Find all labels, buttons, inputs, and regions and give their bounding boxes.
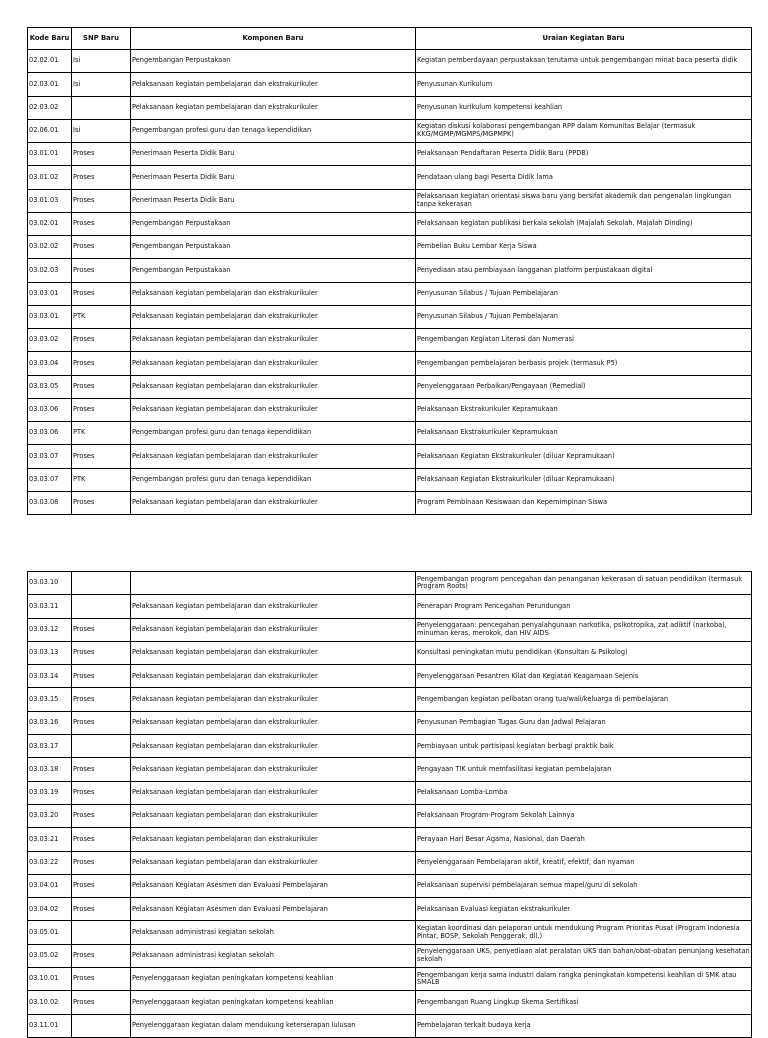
- cell-kode: 03.03.17: [28, 735, 72, 758]
- cell-komponen: Pelaksanaan kegiatan pembelajaran dan ekstrakurikuler: [131, 73, 416, 96]
- cell-snp: Proses: [72, 944, 131, 967]
- cell-snp: [72, 921, 131, 944]
- cell-komponen: Pengembangan Perpustakaan: [131, 212, 416, 235]
- cell-uraian: Penyelenggaraan Pembelajaran aktif, kreatif, efektif, dan nyaman: [416, 851, 752, 874]
- cell-komponen: Pelaksanaan Kegiatan Asesmen dan Evaluasi Pembelajaran: [131, 874, 416, 897]
- cell-komponen: Penyelenggaraan kegiatan peningkatan kompetensi keahlian: [131, 968, 416, 991]
- cell-kode: 03.05.02: [28, 944, 72, 967]
- table-row: [28, 641, 752, 664]
- cell-komponen: Pelaksanaan kegiatan pembelajaran dan ekstrakurikuler: [131, 781, 416, 804]
- cell-snp: Proses: [72, 236, 131, 259]
- cell-snp: Proses: [72, 143, 131, 166]
- cell-kode: 03.05.01: [28, 921, 72, 944]
- cell-snp: [72, 735, 131, 758]
- cell-snp: Proses: [72, 189, 131, 212]
- table-row: [28, 851, 752, 874]
- cell-kode: 03.03.06: [28, 398, 72, 421]
- activity-table-2: [27, 571, 752, 1038]
- table-row: [28, 688, 752, 711]
- cell-uraian: Kegiatan koordinasi dan pelaporan untuk mendukung Program Prioritas Pusat (Program Indonesia Pintar, BOSP, Sekolah Penggerak, dll.): [416, 921, 752, 944]
- cell-uraian: Pembiayaan untuk partisipasi kegiatan berbagi praktik baik: [416, 735, 752, 758]
- table-row: [28, 874, 752, 897]
- cell-komponen: Pelaksanaan kegiatan pembelajaran dan ekstrakurikuler: [131, 491, 416, 514]
- cell-kode: 03.03.22: [28, 851, 72, 874]
- cell-uraian: Penyelenggaraan: pencegahan penyalahgunaan narkotika, psikotropika, zat adiktif (narkoba), minuman keras, merokok, dan HIV AIDS: [416, 618, 752, 641]
- cell-uraian: Penyelenggaraan Perbaikan/Pengayaan (Remedial): [416, 375, 752, 398]
- cell-kode: 03.02.02: [28, 236, 72, 259]
- table-row: [28, 305, 752, 328]
- cell-uraian: Pengembangan kegiatan pelibatan orang tua/wali/keluarga di pembelajaran: [416, 688, 752, 711]
- cell-komponen: Penerimaan Peserta Didik Baru: [131, 166, 416, 189]
- cell-uraian: Kegiatan pemberdayaan perpustakaan terutama untuk pengembangan minat baca peserta didik: [416, 50, 752, 73]
- table-row: [28, 711, 752, 734]
- cell-uraian: Pengembangan Ruang Lingkup Skema Sertifikasi: [416, 991, 752, 1014]
- cell-snp: PTK: [72, 422, 131, 445]
- table-row: [28, 189, 752, 212]
- cell-uraian: Perayaan Hari Besar Agama, Nasional, dan Daerah: [416, 828, 752, 851]
- cell-komponen: Pelaksanaan kegiatan pembelajaran dan ekstrakurikuler: [131, 735, 416, 758]
- cell-snp: Proses: [72, 898, 131, 921]
- cell-komponen: Pengembangan profesi guru dan tenaga kependidikan: [131, 119, 416, 142]
- cell-uraian: Pengembangan program pencegahan dan penanganan kekerasan di satuan pendidikan (termasuk Program Roots): [416, 572, 752, 595]
- cell-snp: Proses: [72, 851, 131, 874]
- cell-snp: Proses: [72, 352, 131, 375]
- cell-komponen: Pelaksanaan kegiatan pembelajaran dan ekstrakurikuler: [131, 352, 416, 375]
- cell-uraian: Penyelenggaraan UKS, penyediaan alat peralatan UKS dan bahan/obat-obatan penunjang kesehatan sekolah: [416, 944, 752, 967]
- cell-komponen: Pelaksanaan kegiatan pembelajaran dan ekstrakurikuler: [131, 641, 416, 664]
- cell-kode: 03.01.03: [28, 189, 72, 212]
- cell-kode: 02.03.02: [28, 96, 72, 119]
- cell-uraian: Pengayaan TIK untuk memfasilitasi kegiatan pembelajaran: [416, 758, 752, 781]
- cell-snp: Isi: [72, 73, 131, 96]
- table-row: [28, 73, 752, 96]
- table-header-row: [28, 28, 752, 50]
- cell-snp: Proses: [72, 282, 131, 305]
- cell-kode: 03.03.12: [28, 618, 72, 641]
- table-row: [28, 119, 752, 142]
- cell-uraian: Pembelian Buku Lembar Kerja Siswa: [416, 236, 752, 259]
- cell-kode: 02.06.01: [28, 119, 72, 142]
- table-row: [28, 1014, 752, 1037]
- cell-snp: Proses: [72, 445, 131, 468]
- activity-table-1: [27, 27, 752, 515]
- table-row: [28, 445, 752, 468]
- table-row: [28, 468, 752, 491]
- table-row: [28, 50, 752, 73]
- cell-snp: [72, 595, 131, 618]
- cell-komponen: Pelaksanaan kegiatan pembelajaran dan ekstrakurikuler: [131, 398, 416, 421]
- table-row: [28, 143, 752, 166]
- cell-snp: [72, 1014, 131, 1037]
- cell-kode: 03.03.08: [28, 491, 72, 514]
- table-row: [28, 595, 752, 618]
- cell-snp: Proses: [72, 641, 131, 664]
- cell-kode: 03.03.05: [28, 375, 72, 398]
- cell-komponen: Penerimaan Peserta Didik Baru: [131, 143, 416, 166]
- table-row: [28, 352, 752, 375]
- cell-uraian: Penyediaan atau pembiayaan langganan platform perpustakaan digital: [416, 259, 752, 282]
- cell-snp: Proses: [72, 166, 131, 189]
- header-kode-baru: Kode Baru: [28, 28, 72, 50]
- cell-uraian: Konsultasi peningkatan mutu pendidikan (Konsultan & Psikolog): [416, 641, 752, 664]
- cell-uraian: Pelaksanaan Evaluasi kegiatan ekstrakurikuler: [416, 898, 752, 921]
- cell-uraian: Penyelenggaraan Pesantren Kilat dan Kegiatan Keagamaan Sejenis: [416, 665, 752, 688]
- cell-kode: 02.03.01: [28, 73, 72, 96]
- cell-snp: Proses: [72, 259, 131, 282]
- cell-snp: Isi: [72, 119, 131, 142]
- cell-kode: 03.03.06: [28, 422, 72, 445]
- table-body-2: [28, 572, 752, 1038]
- table-row: [28, 735, 752, 758]
- cell-uraian: Pengembangan kerja sama industri dalam rangka peningkatan kompetensi keahlian di SMK atau SMALB: [416, 968, 752, 991]
- cell-snp: Proses: [72, 874, 131, 897]
- cell-kode: 03.01.01: [28, 143, 72, 166]
- cell-uraian: Penerapan Program Pencegahan Perundungan: [416, 595, 752, 618]
- cell-komponen: Penyelenggaraan kegiatan peningkatan kompetensi keahlian: [131, 991, 416, 1014]
- cell-kode: 03.10.01: [28, 968, 72, 991]
- cell-snp: Proses: [72, 665, 131, 688]
- cell-komponen: Pelaksanaan Kegiatan Asesmen dan Evaluasi Pembelajaran: [131, 898, 416, 921]
- cell-kode: 03.03.07: [28, 445, 72, 468]
- cell-snp: Proses: [72, 329, 131, 352]
- cell-komponen: Pelaksanaan kegiatan pembelajaran dan ekstrakurikuler: [131, 329, 416, 352]
- cell-kode: 03.04.02: [28, 898, 72, 921]
- header-komponen-baru: Komponen Baru: [131, 28, 416, 50]
- cell-uraian: Pelaksanaan kegiatan publikasi berkala sekolah (Majalah Sekolah, Majalah Dinding): [416, 212, 752, 235]
- cell-uraian: Pelaksanaan Program-Program Sekolah Lainnya: [416, 804, 752, 827]
- cell-komponen: Pelaksanaan kegiatan pembelajaran dan ekstrakurikuler: [131, 618, 416, 641]
- cell-komponen: Pelaksanaan kegiatan pembelajaran dan ekstrakurikuler: [131, 375, 416, 398]
- cell-kode: 03.03.15: [28, 688, 72, 711]
- table-row: [28, 991, 752, 1014]
- table-row: [28, 282, 752, 305]
- table-row: [28, 259, 752, 282]
- cell-uraian: Kegiatan diskusi kolaborasi pengembangan RPP dalam Komunitas Belajar (termasuk KKG/MGMP/MGMPS/MGPMPK): [416, 119, 752, 142]
- cell-snp: Proses: [72, 398, 131, 421]
- header-uraian-kegiatan: Uraian Kegiatan Baru: [416, 28, 752, 50]
- cell-kode: 03.10.02: [28, 991, 72, 1014]
- cell-kode: 02.02.01: [28, 50, 72, 73]
- table-row: [28, 781, 752, 804]
- cell-snp: [72, 572, 131, 595]
- cell-snp: PTK: [72, 305, 131, 328]
- cell-kode: 03.02.03: [28, 259, 72, 282]
- cell-uraian: Penyusunan kurikulum kompetensi keahlian: [416, 96, 752, 119]
- cell-komponen: Pelaksanaan kegiatan pembelajaran dan ekstrakurikuler: [131, 828, 416, 851]
- cell-snp: Proses: [72, 618, 131, 641]
- table-body-1: [28, 50, 752, 515]
- cell-uraian: Pembelajaran terkait budaya kerja: [416, 1014, 752, 1037]
- table-row: [28, 166, 752, 189]
- header-snp-baru: SNP Baru: [72, 28, 131, 50]
- cell-kode: 03.03.19: [28, 781, 72, 804]
- cell-komponen: Pelaksanaan kegiatan pembelajaran dan ekstrakurikuler: [131, 595, 416, 618]
- cell-komponen: Pelaksanaan kegiatan pembelajaran dan ekstrakurikuler: [131, 688, 416, 711]
- cell-snp: Proses: [72, 804, 131, 827]
- table-row: [28, 236, 752, 259]
- cell-uraian: Pelaksanaan Pendaftaran Peserta Didik Baru (PPDB): [416, 143, 752, 166]
- cell-komponen: Pengembangan profesi guru dan tenaga kependidikan: [131, 422, 416, 445]
- cell-uraian: Pelaksanaan Ekstrakurikuler Kepramukaan: [416, 422, 752, 445]
- table-row: [28, 329, 752, 352]
- cell-uraian: Penyusunan Silabus / Tujuan Pembelajaran: [416, 282, 752, 305]
- cell-komponen: Pelaksanaan kegiatan pembelajaran dan ekstrakurikuler: [131, 758, 416, 781]
- cell-snp: Isi: [72, 50, 131, 73]
- cell-uraian: Penyusunan Kurikulum: [416, 73, 752, 96]
- table-row: [28, 898, 752, 921]
- cell-uraian: Pelaksanaan Kegiatan Ekstrakurikuler (diluar Kepramukaan): [416, 445, 752, 468]
- cell-kode: 03.03.10: [28, 572, 72, 595]
- cell-komponen: Pengembangan Perpustakaan: [131, 259, 416, 282]
- cell-kode: 03.03.04: [28, 352, 72, 375]
- cell-komponen: [131, 572, 416, 595]
- table-row: [28, 944, 752, 967]
- table-row: [28, 804, 752, 827]
- cell-snp: Proses: [72, 991, 131, 1014]
- cell-komponen: Pelaksanaan administrasi kegiatan sekolah: [131, 921, 416, 944]
- table-row: [28, 828, 752, 851]
- cell-snp: PTK: [72, 468, 131, 491]
- cell-kode: 03.03.18: [28, 758, 72, 781]
- cell-uraian: Penyusunan Silabus / Tujuan Pembelajaran: [416, 305, 752, 328]
- table-row: [28, 572, 752, 595]
- cell-uraian: Pengembangan pembelajaran berbasis projek (termasuk P5): [416, 352, 752, 375]
- cell-kode: 03.03.11: [28, 595, 72, 618]
- cell-komponen: Pelaksanaan kegiatan pembelajaran dan ekstrakurikuler: [131, 282, 416, 305]
- cell-komponen: Pelaksanaan kegiatan pembelajaran dan ekstrakurikuler: [131, 851, 416, 874]
- table-row: [28, 618, 752, 641]
- cell-snp: Proses: [72, 758, 131, 781]
- cell-uraian: Pelaksanaan supervisi pembelajaran semua mapel/guru di sekolah: [416, 874, 752, 897]
- cell-snp: Proses: [72, 711, 131, 734]
- cell-kode: 03.03.13: [28, 641, 72, 664]
- cell-kode: 03.02.01: [28, 212, 72, 235]
- table-row: [28, 375, 752, 398]
- cell-komponen: Pengembangan profesi guru dan tenaga kependidikan: [131, 468, 416, 491]
- cell-komponen: Pelaksanaan kegiatan pembelajaran dan ekstrakurikuler: [131, 305, 416, 328]
- cell-snp: Proses: [72, 375, 131, 398]
- cell-snp: [72, 96, 131, 119]
- table-row: [28, 491, 752, 514]
- table-row: [28, 398, 752, 421]
- cell-snp: Proses: [72, 781, 131, 804]
- cell-kode: 03.03.01: [28, 282, 72, 305]
- cell-snp: Proses: [72, 828, 131, 851]
- cell-komponen: Pelaksanaan administrasi kegiatan sekolah: [131, 944, 416, 967]
- cell-uraian: Pengembangan Kegiatan Literasi dan Numerasi: [416, 329, 752, 352]
- cell-uraian: Pelaksanaan Ekstrakurikuler Kepramukaan: [416, 398, 752, 421]
- cell-kode: 03.04.01: [28, 874, 72, 897]
- cell-kode: 03.03.16: [28, 711, 72, 734]
- cell-uraian: Pendataan ulang bagi Peserta Didik lama: [416, 166, 752, 189]
- cell-kode: 03.03.20: [28, 804, 72, 827]
- cell-komponen: Pelaksanaan kegiatan pembelajaran dan ekstrakurikuler: [131, 445, 416, 468]
- cell-snp: Proses: [72, 688, 131, 711]
- cell-uraian: Program Pembinaan Kesiswaan dan Kepemimpinan Siswa: [416, 491, 752, 514]
- cell-kode: 03.01.02: [28, 166, 72, 189]
- table-row: [28, 422, 752, 445]
- cell-komponen: Pengembangan Perpustakaan: [131, 236, 416, 259]
- cell-uraian: Penyusunan Pembagian Tugas Guru dan Jadwal Pelajaran: [416, 711, 752, 734]
- table-row: [28, 921, 752, 944]
- cell-kode: 03.03.07: [28, 468, 72, 491]
- cell-kode: 03.03.14: [28, 665, 72, 688]
- cell-uraian: Pelaksanaan Kegiatan Ekstrakurikuler (diluar Kepramukaan): [416, 468, 752, 491]
- cell-komponen: Pelaksanaan kegiatan pembelajaran dan ekstrakurikuler: [131, 665, 416, 688]
- table-row: [28, 758, 752, 781]
- cell-kode: 03.03.01: [28, 305, 72, 328]
- cell-komponen: Penyelenggaraan kegiatan dalam mendukung keterserapan lulusan: [131, 1014, 416, 1037]
- cell-komponen: Pengembangan Perpustakaan: [131, 50, 416, 73]
- cell-komponen: Pelaksanaan kegiatan pembelajaran dan ekstrakurikuler: [131, 96, 416, 119]
- cell-kode: 03.11.01: [28, 1014, 72, 1037]
- cell-komponen: Pelaksanaan kegiatan pembelajaran dan ekstrakurikuler: [131, 804, 416, 827]
- cell-snp: Proses: [72, 212, 131, 235]
- cell-uraian: Pelaksanaan Lomba-Lomba: [416, 781, 752, 804]
- cell-kode: 03.03.21: [28, 828, 72, 851]
- table-row: [28, 968, 752, 991]
- cell-uraian: Pelaksanaan kegiatan orientasi siswa baru yang bersifat akademik dan pengenalan lingkungan tanpa kekerasan: [416, 189, 752, 212]
- table-row: [28, 96, 752, 119]
- cell-snp: Proses: [72, 491, 131, 514]
- table-row: [28, 665, 752, 688]
- cell-komponen: Pelaksanaan kegiatan pembelajaran dan ekstrakurikuler: [131, 711, 416, 734]
- cell-snp: Proses: [72, 968, 131, 991]
- table-row: [28, 212, 752, 235]
- cell-kode: 03.03.02: [28, 329, 72, 352]
- cell-komponen: Penerimaan Peserta Didik Baru: [131, 189, 416, 212]
